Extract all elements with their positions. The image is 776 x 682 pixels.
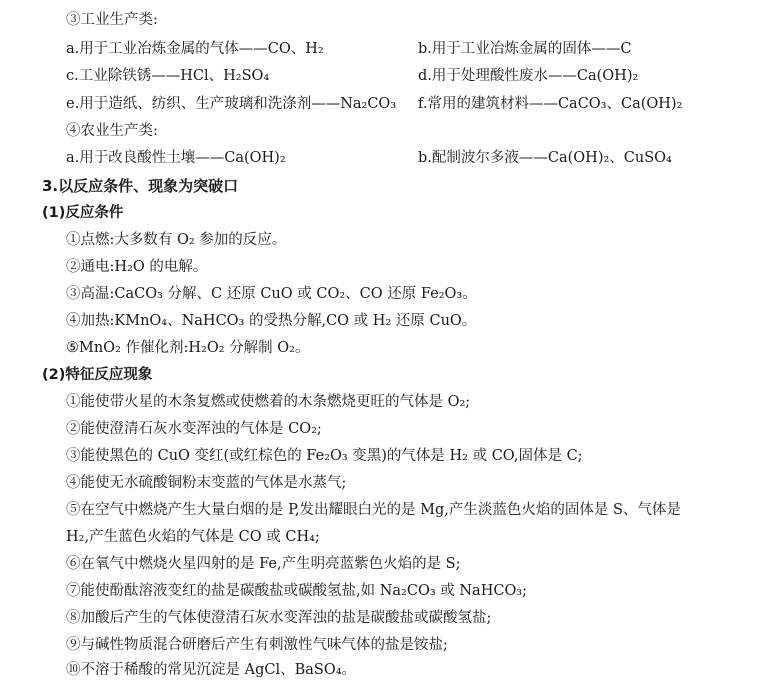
phenomenon-item: ②能使澄清石灰水变浑浊的气体是 CO₂; [66,421,322,437]
industry-item-e: e.用于造纸、纺织、生产玻璃和洗涤剂——Na₂CO₃ [66,96,397,112]
industry-item-a: a.用于工业冶炼金属的气体——CO、H₂ [66,41,324,57]
phenomenon-item: ③能使黑色的 CuO 变红(或红棕色的 Fe₂O₃ 变黑)的气体是 H₂ 或 CO,固体是 C; [66,448,583,464]
phenomenon-item: ⑦能使酚酞溶液变红的盐是碳酸盐或碳酸氢盐,如 Na₂CO₃ 或 NaHCO₃; [66,583,528,599]
condition-item: ⑤MnO₂ 作催化剂:H₂O₂ 分解制 O₂。 [66,340,310,356]
condition-item: ④加热:KMnO₄、NaHCO₃ 的受热分解,CO 或 H₂ 还原 CuO。 [66,313,477,329]
phenomenon-item: ⑥在氧气中燃烧火星四射的是 Fe,产生明亮蓝紫色火焰的是 S; [66,556,461,572]
agri-item-a: a.用于改良酸性土壤——Ca(OH)₂ [66,150,286,166]
agri-item-b: b.配制波尔多液——Ca(OH)₂、CuSO₄ [418,150,672,166]
condition-item: ②通电:H₂O 的电解。 [66,259,208,275]
industry-item-f: f.常用的建筑材料——CaCO₃、Ca(OH)₂ [418,96,683,112]
industry-item-d: d.用于处理酸性废水——Ca(OH)₂ [418,68,639,84]
industry-header: ③工业生产类: [66,12,158,28]
phenomenon-item: ⑤在空气中燃烧产生大量白烟的是 P,发出耀眼白光的是 Mg,产生淡蓝色火焰的固体是 S、气体是 [66,502,681,518]
section-3-title: 3.以反应条件、现象为突破口 [42,177,239,195]
conditions-header: (1)反应条件 [42,205,124,221]
phenomena-header: (2)特征反应现象 [42,367,153,383]
phenomenon-item: ④能使无水硫酸铜粉末变蓝的气体是水蒸气; [66,475,347,491]
condition-item: ③高温:CaCO₃ 分解、C 还原 CuO 或 CO₂、CO 还原 Fe₂O₃。 [66,286,477,302]
industry-item-c: c.工业除铁锈——HCl、H₂SO₄ [66,68,270,84]
phenomenon-item-continued: H₂,产生蓝色火焰的气体是 CO 或 CH₄; [66,529,320,545]
phenomenon-item: ⑨与碱性物质混合研磨后产生有刺激性气味气体的盐是铵盐; [66,637,448,653]
phenomenon-item: ⑧加酸后产生的气体使澄清石灰水变浑浊的盐是碳酸盐或碳酸氢盐; [66,610,492,626]
industry-item-b: b.用于工业冶炼金属的固体——C [418,41,632,57]
phenomenon-item: ①能使带火星的木条复燃或使燃着的木条燃烧更旺的气体是 O₂; [66,394,471,410]
agri-header: ④农业生产类: [66,123,158,139]
condition-item: ①点燃:大多数有 O₂ 参加的反应。 [66,232,287,248]
phenomenon-item: ⑩不溶于稀酸的常见沉淀是 AgCl、BaSO₄。 [66,662,357,678]
